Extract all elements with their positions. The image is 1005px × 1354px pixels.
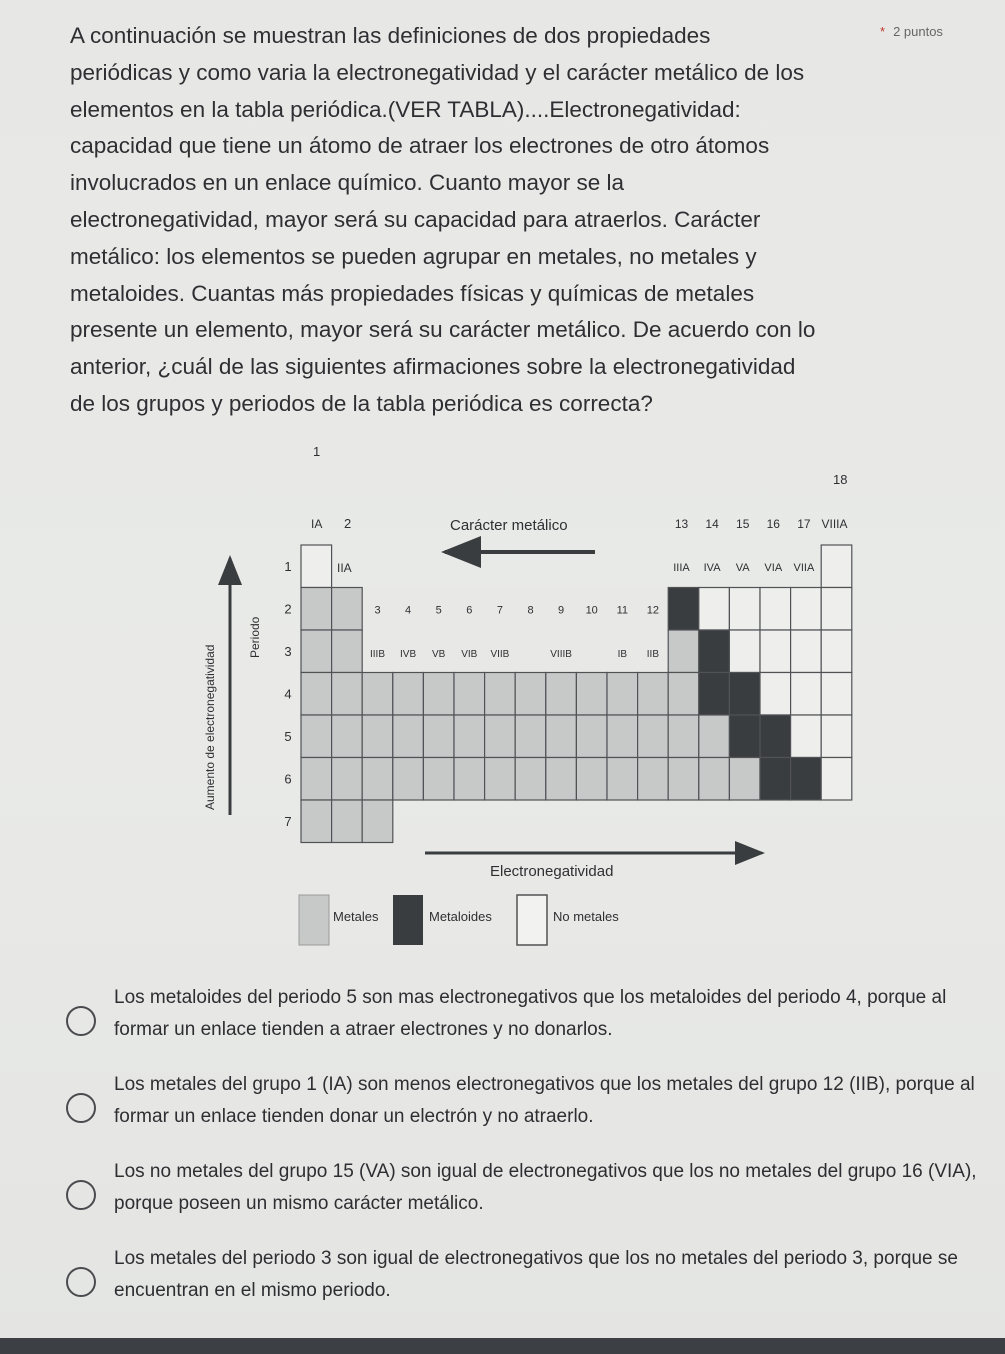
metal-cell: [393, 715, 424, 758]
group-a-labels: [673, 562, 815, 574]
question-line: involucrados en un enlace químico. Cuanto mayor se la: [70, 170, 625, 196]
en-vertical-label: Aumento de electronegatividad: [203, 644, 217, 810]
question-text: [70, 18, 890, 423]
nonmetal-cell: [821, 758, 852, 801]
question-line: metaloides. Cuantas más propiedades físicas y químicas de metales: [70, 280, 755, 306]
en-horizontal-label: Electronegatividad: [490, 863, 614, 880]
metallic-character-label: Carácter metálico: [450, 517, 568, 534]
group-roman-label: VIIB: [490, 649, 510, 660]
legend-metalloid-swatch: [393, 895, 423, 945]
group-a-label: IIIA: [673, 562, 690, 574]
question-line: capacidad que tiene un átomo de atraer los electrones de otro átomos: [70, 133, 770, 159]
metal-cell: [638, 715, 669, 758]
question-line: anterior, ¿cuál de las siguientes afirmaciones sobre la electronegatividad: [70, 354, 796, 380]
metal-cell: [393, 673, 424, 716]
period-number-label: 2: [284, 601, 292, 617]
metal-cell: [638, 673, 669, 716]
metal-cell: [332, 800, 363, 843]
period-number-label: 6: [284, 771, 292, 787]
group-IIA-label: IIA: [337, 561, 352, 575]
group-number-label: 11: [616, 604, 629, 617]
nonmetal-cell: [791, 588, 822, 631]
metalloid-cell: [668, 588, 699, 631]
metalloid-cell: [760, 758, 791, 801]
nonmetal-cell: [791, 715, 822, 758]
nonmetal-cell: [791, 673, 822, 716]
group-roman-label: IVB: [400, 649, 417, 660]
group-number-label: 7: [496, 604, 503, 617]
metal-cell: [515, 758, 546, 801]
metal-cell: [515, 673, 546, 716]
nonmetal-cell: [760, 630, 791, 673]
metal-cell: [607, 673, 638, 716]
nonmetal-cell: [821, 715, 852, 758]
metal-cell: [423, 758, 454, 801]
metal-cell: [485, 758, 516, 801]
metal-cell: [729, 758, 760, 801]
metal-cell: [576, 715, 607, 758]
required-star-icon: *: [880, 24, 886, 39]
legend-nonmetal-label: No metales: [553, 909, 619, 924]
metal-cell: [607, 715, 638, 758]
group-number-label: 5: [435, 604, 442, 617]
metalloid-cell: [729, 715, 760, 758]
group-number-label: 14: [705, 517, 719, 531]
bottom-bar: [0, 1338, 1005, 1354]
group-roman-label: VB: [432, 649, 446, 660]
group-roman-label: VIB: [461, 649, 478, 660]
group-number-label: VIIIA: [821, 517, 848, 531]
question-line: periódicas y como varia la electronegatividad y el carácter metálico de los: [70, 59, 805, 85]
nonmetal-cell: [821, 545, 852, 588]
metal-cell: [485, 673, 516, 716]
radio-button[interactable]: [66, 1093, 96, 1123]
answer-text: Los metales del periodo 3 son igual de electronegativos que los no metales del periodo 3, porque se encuentran en el mismo periodo.: [114, 1248, 958, 1301]
answer-options: [62, 982, 982, 1330]
metal-cell: [668, 758, 699, 801]
answer-option[interactable]: [62, 1243, 982, 1330]
metal-cell: [699, 715, 730, 758]
metalloid-cell: [699, 673, 730, 716]
group-number-label: 9: [558, 604, 565, 617]
nonmetal-cell: [301, 545, 332, 588]
legend-nonmetal-swatch: [517, 895, 547, 945]
radio-button[interactable]: [66, 1006, 96, 1036]
group-number-label: 10: [585, 604, 598, 617]
period-number-label: 5: [284, 729, 292, 744]
element-grid: [301, 545, 852, 843]
periodic-table-figure: [170, 440, 890, 960]
radio-button[interactable]: [66, 1180, 96, 1210]
metal-cell: [546, 673, 577, 716]
question-line: electronegatividad, mayor será su capacidad para atraerlos. Carácter: [70, 206, 761, 232]
question-line: de los grupos y periodos de la tabla periódica es correcta?: [70, 390, 653, 416]
metal-cell: [332, 588, 363, 631]
metal-cell: [515, 715, 546, 758]
group-number-label: 12: [646, 604, 660, 617]
metal-cell: [454, 715, 485, 758]
metal-cell: [546, 715, 577, 758]
metalloid-cell: [729, 673, 760, 716]
points-badge: [880, 24, 943, 39]
period-labels: [284, 559, 291, 829]
answer-text: Los metales del grupo 1 (IA) son menos electronegativos que los metales del grupo 12 (IIB), porque al formar un enlace tienden donar un electrón y no atraerlo.: [114, 1074, 975, 1127]
metal-cell: [332, 630, 363, 673]
radio-button[interactable]: [66, 1267, 96, 1297]
metal-cell: [454, 673, 485, 716]
nonmetal-cell: [791, 630, 822, 673]
legend-metal-label: Metales: [333, 909, 379, 924]
answer-option[interactable]: [62, 1069, 982, 1156]
period-axis-label: Periodo: [248, 616, 262, 658]
metal-cell: [699, 758, 730, 801]
answer-text: Los no metales del grupo 15 (VA) son igual de electronegativos que los no metales del grupo 16 (VIA), porque poseen un mismo carácter metálico.: [114, 1161, 977, 1214]
answer-option[interactable]: [62, 1156, 982, 1243]
metal-cell: [332, 673, 363, 716]
legend-metalloid-label: Metaloides: [429, 909, 492, 924]
question-line: presente un elemento, mayor será su carácter metálico. De acuerdo con lo: [70, 317, 816, 343]
nonmetal-cell: [821, 630, 852, 673]
period-number-label: 4: [284, 686, 292, 702]
answer-option[interactable]: [62, 982, 982, 1069]
group-1-label: 1: [313, 444, 321, 459]
metal-cell: [423, 715, 454, 758]
nonmetal-cell: [729, 588, 760, 631]
metal-cell: [362, 758, 393, 801]
metalloid-cell: [791, 758, 822, 801]
metal-cell: [393, 758, 424, 801]
group-number-label: 15: [736, 517, 750, 531]
metal-cell: [576, 673, 607, 716]
group-roman-label: VIIIB: [550, 649, 572, 660]
nonmetal-cell: [760, 673, 791, 716]
metal-cell: [301, 800, 332, 843]
period-number-label: 1: [284, 559, 292, 574]
group-roman-label: IIB: [646, 649, 660, 660]
metal-cell: [668, 673, 699, 716]
metal-cell: [546, 758, 577, 801]
group-number-label: 4: [405, 604, 412, 617]
metal-cell: [301, 758, 332, 801]
metal-cell: [301, 715, 332, 758]
answer-text: Los metaloides del periodo 5 son mas electronegativos que los metaloides del periodo 4, porque al formar un enlace tienden a atraer electrones y no donarlos.: [114, 987, 947, 1040]
group-number-label: 6: [466, 604, 473, 617]
group-number-label: 17: [797, 517, 811, 531]
metal-cell: [668, 630, 699, 673]
metal-cell: [576, 758, 607, 801]
question-line: metálico: los elementos se pueden agrupar en metales, no metales y: [70, 243, 757, 269]
metal-cell: [362, 715, 393, 758]
metal-cell: [362, 673, 393, 716]
group-number-label: 8: [527, 604, 534, 617]
group-number-label: 3: [374, 604, 381, 617]
metal-cell: [485, 715, 516, 758]
metal-cell: [301, 630, 332, 673]
group-roman-label: IB: [617, 649, 628, 660]
period-number-label: 7: [284, 814, 292, 829]
period-number-label: 3: [284, 644, 292, 659]
metalloid-cell: [699, 630, 730, 673]
points-label: 2 puntos: [893, 24, 943, 39]
nonmetal-cell: [821, 673, 852, 716]
group-numbers-13-18: [675, 517, 848, 531]
group-a-label: IVA: [703, 562, 721, 574]
question-line: A continuación se muestran las definiciones de dos propiedades: [70, 23, 711, 48]
group-IA-label: IA: [311, 517, 323, 531]
legend-metal-swatch: [299, 895, 329, 945]
metal-cell: [332, 758, 363, 801]
nonmetal-cell: [699, 588, 730, 631]
question-line: elementos en la tabla periódica.(VER TABLA)....Electronegatividad:: [70, 96, 741, 122]
metal-cell: [638, 758, 669, 801]
metal-cell: [454, 758, 485, 801]
metal-cell: [423, 673, 454, 716]
metal-cell: [301, 588, 332, 631]
metal-cell: [301, 673, 332, 716]
nonmetal-cell: [821, 588, 852, 631]
nonmetal-cell: [729, 630, 760, 673]
nonmetal-cell: [760, 588, 791, 631]
group-number-label: 16: [766, 517, 780, 531]
group-18-label: 18: [833, 472, 848, 487]
metal-cell: [607, 758, 638, 801]
group-2-label: 2: [344, 516, 352, 531]
metal-cell: [668, 715, 699, 758]
group-a-label: VIIA: [793, 562, 815, 574]
group-roman-label: IIIB: [369, 649, 386, 660]
group-a-label: VA: [735, 562, 750, 574]
metal-cell: [362, 800, 393, 843]
metal-cell: [332, 715, 363, 758]
group-a-label: VIA: [764, 562, 783, 574]
group-number-label: 13: [674, 517, 689, 531]
metalloid-cell: [760, 715, 791, 758]
